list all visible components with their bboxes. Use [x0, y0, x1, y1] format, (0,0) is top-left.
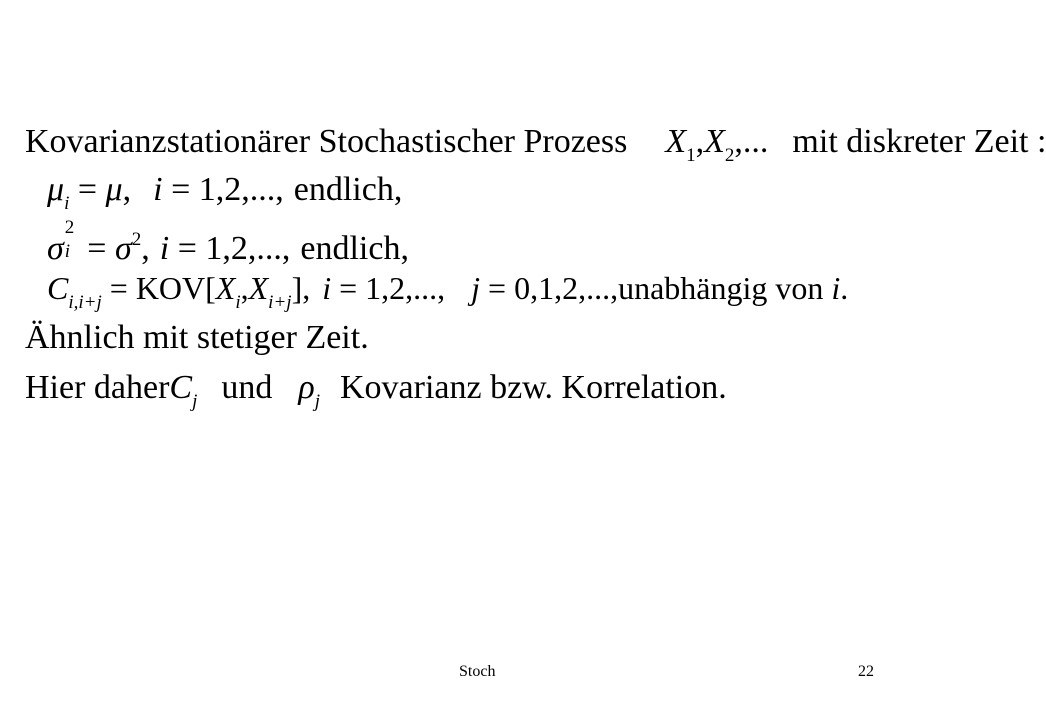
endlich-text: endlich, — [293, 171, 403, 208]
page-number: 22 — [858, 663, 874, 680]
var-i: i — [159, 230, 170, 267]
unabhaengig-text: unabhängig von — [618, 270, 824, 306]
mu-symbol-2: μ — [105, 171, 123, 208]
equals: = — [69, 171, 106, 208]
var-x2: X — [248, 270, 269, 306]
index-range-j: = 0,1,2,..., — [480, 270, 619, 306]
endlich-text: endlich, — [300, 230, 409, 267]
sub-2: 2 — [724, 145, 735, 166]
hier-daher-text: Hier daher — [25, 369, 170, 406]
sigma-symbol: σ — [47, 230, 64, 267]
sigma-sup-2: 2 — [131, 229, 142, 250]
heading-text-2: mit diskreter Zeit : — [792, 123, 1046, 160]
var-j: j — [471, 270, 481, 306]
continuous-text: Ähnlich mit stetiger Zeit. — [25, 319, 369, 356]
sigma-sup: 2 — [64, 217, 75, 238]
var-c: C — [169, 369, 193, 406]
definition-heading — [25, 122, 1046, 176]
index-range-i: = 1,2,..., — [331, 270, 446, 306]
kov-close: ], — [291, 270, 311, 306]
period: . — [840, 270, 849, 306]
c-sub: j — [192, 391, 198, 412]
x2-sub: i+j — [268, 292, 292, 313]
und-text: und — [221, 369, 273, 406]
sigma-symbol-2: σ — [114, 230, 132, 267]
var-i: i — [153, 171, 163, 208]
equals: = — [78, 230, 115, 267]
kov-open: = KOV[ — [101, 270, 216, 306]
comma: , — [695, 123, 705, 160]
variance-condition — [47, 217, 409, 269]
rho-sub: j — [314, 391, 320, 412]
var-i-2: i — [831, 270, 841, 306]
continuous-time-note — [25, 318, 369, 358]
x-sub: i — [235, 292, 241, 313]
index-range: = 1,2,..., — [162, 171, 284, 208]
comma: , — [141, 230, 150, 267]
var-i: i — [322, 270, 332, 306]
sub-1: 1 — [686, 145, 696, 166]
var-x2: X — [704, 123, 725, 160]
comma: , — [122, 171, 132, 208]
mean-condition — [47, 170, 402, 224]
mu-symbol: μ — [47, 171, 65, 208]
sigma-sub: i — [64, 241, 71, 262]
ellipsis: ,... — [734, 123, 769, 160]
var-x: X — [215, 270, 236, 306]
rho-symbol: ρ — [298, 369, 315, 406]
sigma-scripts — [64, 217, 79, 262]
heading-text: Kovarianzstationärer Stochastischer Prozess — [25, 123, 628, 160]
var-c: C — [47, 270, 69, 306]
footer-title: Stoch — [459, 663, 496, 680]
var-x1: X — [665, 123, 687, 160]
mu-sub: i — [64, 193, 70, 214]
covariance-condition — [47, 268, 848, 323]
kovarianz-text: Kovarianz bzw. Korrelation. — [340, 369, 727, 406]
c-sub: i,i+j — [68, 292, 102, 313]
notation-line — [25, 368, 727, 422]
comma: , — [240, 270, 249, 306]
index-range: = 1,2,..., — [169, 230, 291, 267]
